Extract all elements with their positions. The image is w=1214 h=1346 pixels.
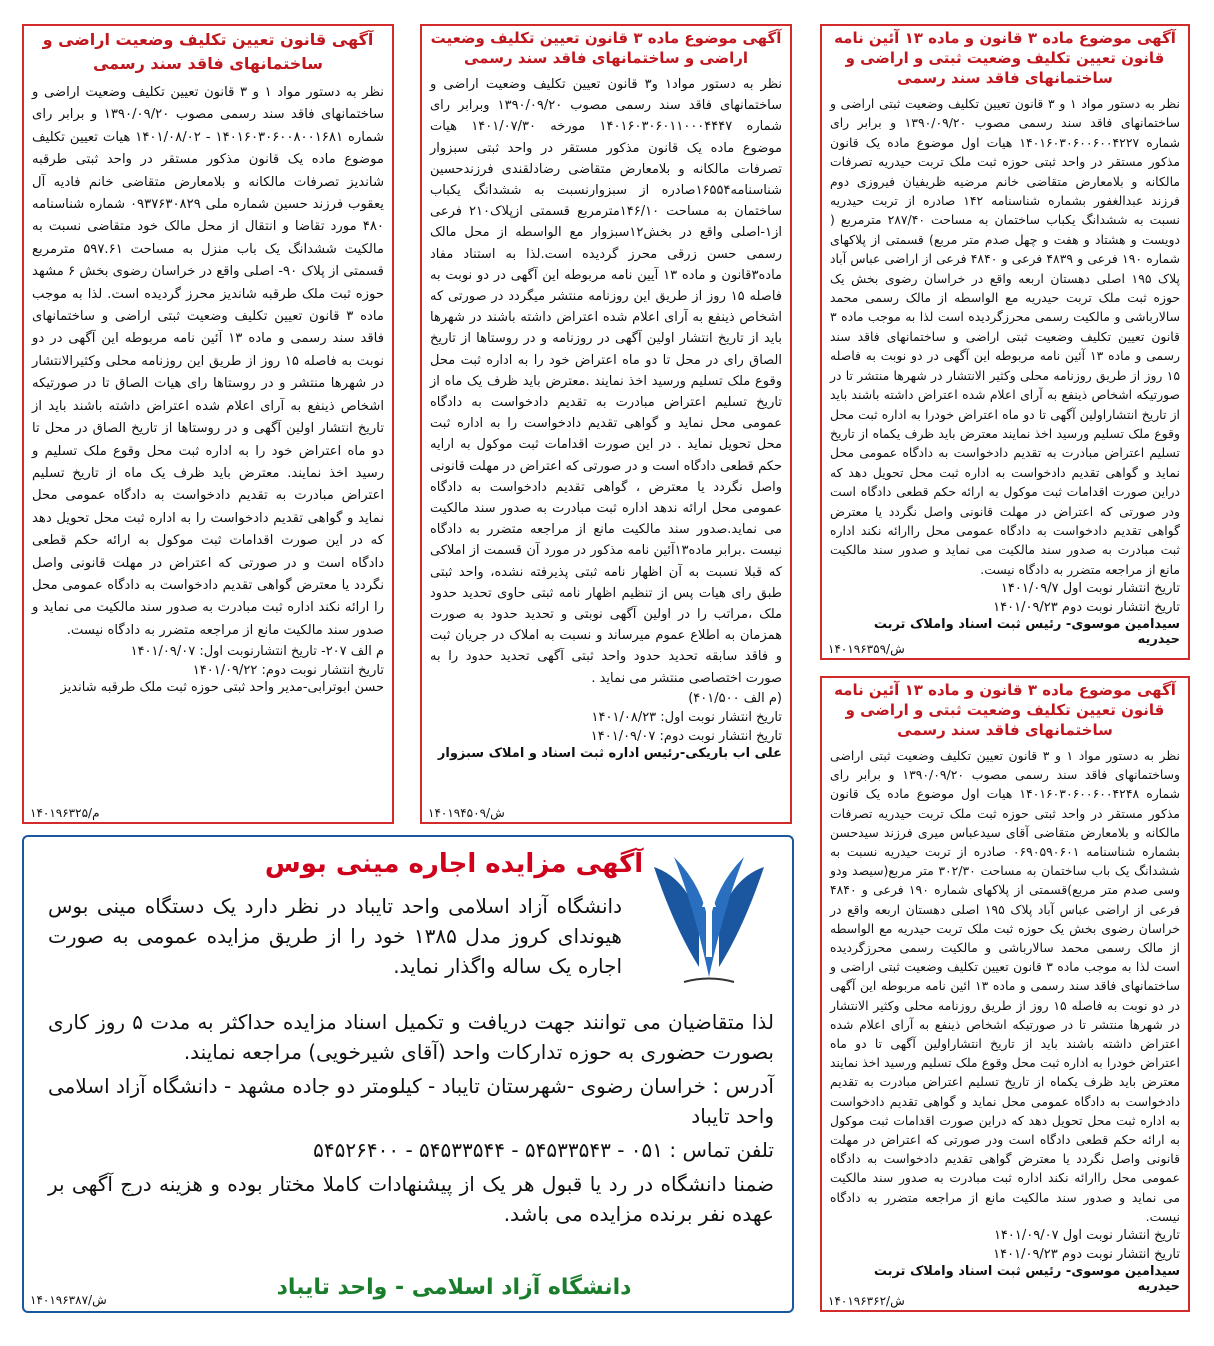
ad-address: آدرس : خراسان رضوی -شهرستان تایباد - کیلومتر دو جاده مشهد - دانشگاه آزاد اسلامی واحد تایباد <box>48 1074 774 1128</box>
signature: سیدامین موسوی- رئیس ثبت اسناد واملاک تربت حیدریه <box>873 617 1180 648</box>
notice-title: آگهی قانون تعیین تکلیف وضعیت اراضی و ساختمانهای فاقد سند رسمی <box>42 30 374 73</box>
notice-code: ۱۴۰۱۹۴۵۰۹/ش <box>428 806 505 820</box>
publish-date-2: تاریخ انتشار نوبت دوم: ۱۴۰۱/۰۹/۰۷ <box>590 728 782 744</box>
notice-title: آگهی موضوع ماده ۳ قانون تعیین تکلیف وضعیت اراضی و ساختمانهای فاقد سند رسمی <box>430 29 782 67</box>
signature: حسن ابوترابی-مدیر واحد ثبتی حوزه ثبت ملک طرقبه شاندیز <box>60 680 384 696</box>
publish-date-1: م الف ۲۰۷- تاریخ انتشارنوبت اول: ۱۴۰۱/۰۹/۰۷ <box>130 644 384 660</box>
notice-code: ۱۴۰۱۹۶۳۵۹/ش <box>828 642 905 656</box>
ad-paragraph-2: لذا متقاضیان می توانند جهت دریافت و تکمیل اسناد مزایده حداکثر به مدت ۵ روز کاری بصورت حضوری به حوزه تدارکات واحد (آقای شیرخویی) مراجعه نمایند. <box>48 1010 774 1064</box>
publish-date-1: تاریخ انتشار نوبت اول: ۱۴۰۱/۰۸/۲۳ <box>591 709 782 725</box>
ad-paragraph-1: دانشگاه آزاد اسلامی واحد تایباد در نظر دارد یک دستگاه مینی بوس هیوندای کروز مدل ۱۳۸۵ خود را از طریق مزایده عمومی به صورت اجاره یک ساله واگذار نماید. <box>48 894 622 978</box>
ad-phone: تلفن تماس : ۰۵۱ - ۵۴۵۳۳۵۴۳ - ۵۴۵۳۳۵۴۴ - ۵۴۵۲۶۴۰۰ <box>313 1138 774 1162</box>
notice-middle <box>420 24 792 824</box>
ad-paragraph-3: ضمنا دانشگاه در رد یا قبول هر یک از پیشنهادات کاملا مختار بوده و هزینه درج آگهی بر عهده نفر برنده مزایده می باشد. <box>48 1172 774 1226</box>
ad-title: آگهی مزایده اجاره مینی بوس <box>264 849 644 879</box>
publish-date-2: تاریخ انتشار نوبت دوم ۱۴۰۱/۰۹/۲۳ <box>993 1247 1180 1263</box>
ad-code: ۱۴۰۱۹۶۳۸۷/ش <box>30 1293 107 1307</box>
publish-date-2: تاریخ انتشار نوبت دوم ۱۴۰۱/۰۹/۲۳ <box>993 600 1180 616</box>
signature: علی اب باریکی-رئیس اداره ثبت اسناد و املاک سبزوار <box>437 745 782 761</box>
notice-title: آگهی موضوع ماده ۳ قانون و ماده ۱۳ آئین نامه قانون تعیین تکلیف وضعیت ثبتی و اراضی و ساختمانهای فاقد سند رسمی <box>834 681 1176 739</box>
notice-code: ۱۴۰۱۹۶۳۲۵/م <box>30 806 100 820</box>
notice-right-bottom <box>820 676 1190 1312</box>
notice-ref: (م الف ۴۰۱/۵۰۰) <box>688 690 782 706</box>
publish-date-1: تاریخ انتشار نوبت اول ۱۴۰۱/۰۹/۷ <box>1000 581 1180 597</box>
publish-date-2: تاریخ انتشار نوبت دوم: ۱۴۰۱/۰۹/۲۲ <box>192 663 384 679</box>
notice-body: نظر به دستور مواد ۱ و ۳ قانون تعیین تکلیف وضعیت ثبتی اراضی و ساختمانهای فاقد سند رسمی مصوب ۱۳۹۰/۰۹/۲۰ و برابر رای شماره ۱۴۰۱۶۰۳۰۶۰۰۶۰۰۴۲۲۷ هیات اول موضوع ماده یک قانون مذکور مستقر در واحد ثبتی حوزه ثبت ملک تربت حیدریه تصرفات مالکانه و بلامعارض متقاضی خانم مرضیه ظریفیان فیروزی دوم فرزند عبدالغفور بشماره شناسنامه ۱۴۲ صادره از تربت حیدریه نسبت به ششدانگ یکباب ساختمان به مساحت ۲۸۷/۴۰ مترمربع ( دویست و هشتاد و هفت و چهل صدم متر مربع) قسمتی از پلاکهای شماره ۱۹۰ فرعی و ۴۸۳۹ فرعی و ۴۸۴۰ فرعی از اراضی عباس آباد پلاک ۱۹۵ اصلی دهستان اربعه واقع در خراسان رضوی بخش یک حوزه ثبت ملک تربت حیدریه مع الواسطه از مالک رسمی محمد سالارباشی و مالکیت رسمی محرزگردیده است لذا به موجب ماده ۳ قانون تعیین تکلیف وضعیت ثبتی اراضی و ساختمانهای فاقد سند رسمی و ماده ۱۳ آئین نامه مربوطه این آگهی در دو نوبت به فاصله ۱۵ روز از طریق روزنامه محلی وکثیر الانتشار در شهرها منتشر تا در صورتیکه اشخاص ذینفع به آرای اعلام شده اعتراض داشته باشند باید از تاریخ انتشاراولین آگهی تا دو ماه اعتراض خودرا به اداره ثبت محل وقوع ملک تسلیم ورسید اخذ نمایند معترض باید ظرف یکماه از تاریخ تسلیم اعتراض مبادرت به تقدیم دادخواست به دادگاه عمومی محل نماید و گواهی تقدیم دادخواست به اداره ثبت محل تحویل دهد که دراین صورت اقدامات ثبت موکول به ارائه حکم قطعی دادگاه است ودر صورتی که اعتراض در مهلت قانونی واصل نگردد یا معترض گواهی تقدیم دادخواست به دادگاه عمومی محل راارائه نکند اداره ثبت مبادرت به صدور سند مالکیت می نماید و صدور سند مالکیت مانع از مراجعه متضرر به دادگاه نیست. <box>830 96 1181 577</box>
ad-body-lower <box>48 1007 774 1229</box>
notice-right-top <box>820 24 1190 660</box>
auction-ad <box>22 835 794 1313</box>
university-logo-icon <box>644 847 774 997</box>
notice-body: نظر به دستور مواد ۱ و ۳ قانون تعیین تکلیف وضعیت ثبتی اراضی وساختمانهای فاقد سند رسمی مصوب ۱۳۹۰/۰۹/۲۰ و برابر رای شماره ۱۴۰۱۶۰۳۰۶۰۰۶۰۰۴۲۴۸ هیات اول موضوع ماده یک قانون مذکور مستقر در واحد ثبتی حوزه ثبت ملک تربت حیدریه تصرفات مالکانه و بلامعارض متقاضی آقای سیدعباس میری فرزند سیدحسن بشماره شناسنامه ۰۶۹۰۵۹۰۶۰۱ صادره از تربت حیدریه نسبت به ششدانگ یک باب ساختمان به مساحت ۳۰۲/۳۰ متر مربع(سیصد ودو وسی صدم متر مربع)قسمتی از پلاکهای شماره ۱۹۰ فرعی و ۴۸۴۰ فرعی از اراضی عباس آباد پلاک ۱۹۵ اصلی دهستان اربعه واقع در خراسان رضوی بخش یک حوزه ثبت ملک تربت حیدریه مع الواسطه از مالک رسمی محمد سالارباشی و مالکیت رسمی محرزگردیده است لذا به موجب ماده ۳ قانون تعیین تکلیف وضعیت ثبتی اراضی و ساختمانهای فاقد سند رسمی و ماده ۱۳ ائین نامه مربوطه این آگهی در دو نوبت به فاصله ۱۵ روز از طریق روزنامه محلی وکثیر الانتشار در شهرها منتشر تا در صورتیکه اشخاص ذینفع به آرای اعلام شده اعتراض داشته باشند باید از تاریخ انتشاراولین آگهی تا دو ماه اعتراض خودرا به اداره ثبت محل وقوع ملک تسلیم ورسید اخذ نمایند معترض باید ظرف یکماه از تاریخ تسلیم اعتراض مبادرت به تقدیم دادخواست به دادگاه عمومی محل نماید و گواهی تقدیم دادخواست به اداره ثبت محل تحویل دهد که دراین صورت اقدامات ثبت موکول به ارائه حکم قطعی دادگاه است ودر صورتی که اعتراض در مهلت قانونی واصل نگردد یا معترض گواهی تقدیم دادخواست به دادگاه عمومی محل راارائه نکند اداره ثبت مبادرت به صدور سند مالکیت می نماید و صدور سند مالکیت مانع از مراجعه متضرر به دادگاه نیست. <box>830 748 1181 1224</box>
notice-body: نظر به دستور مواد۱ و۳ قانون تعیین تکلیف وضعیت اراضی و ساختمانهای فاقد سند رسمی مصوب ۱۳۹۰/۰۹/۲۰ وبرابر رای شماره ۱۴۰۱۶۰۳۰۶۰۱۱۰۰۰۴۴۴۷ مورخه ۱۴۰۱/۰۷/۳۰ هیات موضوع ماده یک قانون مذکور مستقر در واحد ثبتی سبزوار تصرفات مالکانه و بلامعارض متقاضی رضادلقندی فرزندحسین شناسنامه۱۶۵۵۴صادره از سبزوارنسبت به ششدانگ یکباب ساختمان به مساحت ۱۴۶/۱۰مترمربع قسمتی ازپلاک۲۱۰ فرعی از۱-اصلی واقع در بخش۱۲سبزوار مع الواسطه از محل مالک رسمی حسن زرقی محرز گردیده است.لذا به استناد مفاد ماده۳قانون و ماده ۱۳ آیین نامه مربوطه این آگهی در دو نوبت به فاصله ۱۵ روز از طریق این روزنامه منتشر میگردد در صورتی که اشخاص ذینفع به آرای اعلام شده اعتراض داشته باشند در شهرها باید از تاریخ انتشار اولین آگهی در روزنامه و در روستاها از تاریخ الصاق رای در محل تا دو ماه اعتراض خود را به اداره ثبت محل وقوع ملک تسلیم ورسید اخذ نمایند .معترض باید ظرف یک ماه از تاریخ تسلیم اعتراض مبادرت به تقدیم دادخواست به دادگاه عمومی محل نماید و گواهی تقدیم دادخواست را به اداره ثبت محل تحویل نماید . در این صورت اقدامات ثبت موکول به ارایه حکم قطعی دادگاه است و در صورتی که اعتراض در مهلت قانونی واصل نگردد یا معترض ، گواهی تقدیم دادخواست به دادگاه عمومی محل ارائه ندهد اداره ثبت مبادرت به صدور سند مالکیت می نماید.صدور سند مالکیت مانع از مراجعه متضرر به دادگاه نیست .برابر ماده۱۳آئین نامه مذکور در مورد آن قسمت از املاکی که قبلا نسبت به آن اظهار نامه ثبتی پذیرفته نشده، واحد ثبتی طبق رای هیات پس از تنظیم اظهار نامه ثبتی حاوی تحدید حدود ملک ،مراتب را در اولین آگهی نوبتی و تحدید حدود به صورت همزمان به اطلاع عموم میرساند و نسبت به املاک در جریان ثبت و فاقد سابقه تحدید حدود واحد ثبتی آگهی تحدید حدود را به صورت اختصاصی منتشر می نماید . <box>430 77 783 686</box>
publish-date-1: تاریخ انتشار نوبت اول ۱۴۰۱/۰۹/۰۷ <box>993 1228 1180 1244</box>
ad-body <box>48 891 622 981</box>
notice-code: ۱۴۰۱۹۶۳۶۲/ش <box>828 1294 905 1308</box>
notice-body: نظر به دستور مواد ۱ و ۳ قانون تعیین تکلیف وضعیت اراضی و ساختمانهای فاقد سند رسمی مصوب ۱۳۹۰/۰۹/۲۰ و برابر رای شماره ۱۴۰۱۶۰۳۰۶۰۰۸۰۰۱۶۸۱ - ۱۴۰۱/۰۸/۰۲ هیات تعیین تکلیف موضوع ماده یک قانون مذکور مستقر در واحد ثبتی طرقبه شاندیز تصرفات مالکانه و بلامعارض متقاضی خانم فادیه آل یعقوب فرزند حسین شماره ملی ۰۹۳۷۶۳۰۸۲۹ شماره شناسنامه ۴۸۰ مورد تقاضا و انتقال از محل مالک خود متقاضی نسبت به مالکیت ششدانگ یک باب منزل به مساحت ۵۹۷.۶۱ مترمربع قسمتی از پلاک ۹۰- اصلی واقع در خراسان رضوی بخش ۶ مشهد حوزه ثبت ملک طرقبه شاندیز محرز گردیده است. لذا به موجب ماده ۳ قانون تعیین تکلیف وضعیت ثبتی اراضی و ساختمانهای فاقد سند رسمی و ماده ۱۳ آئین نامه مربوطه این آگهی در دو نوبت به فاصله ۱۵ روز از طریق این روزنامه محلی وکثیرالانتشار در شهرها منتشر و در روستاها رای هیات الصاق تا در صورتیکه اشخاص ذینفع به آرای اعلام شده اعتراض داشته باشند باید از تاریخ انتشار اولین آگهی و در روستاها از تاریخ الصاق در محل تا دو ماه اعتراض خود را به اداره ثبت محل وقوع ملک تسلیم و رسید اخذ نمایند. معترض باید ظرف یک ماه از تاریخ تسلیم اعتراض مبادرت به تقدیم دادخواست به دادگاه عمومی محل نماید و گواهی تقدیم دادخواست را به اداره ثبت محل تحویل دهد که در این صورت اقدامات ثبت موکول به ارائه حکم قطعی دادگاه است و در صورتی که اعتراض در مهلت قانونی واصل نگردد یا معترض گواهی تقدیم دادخواست به دادگاه عمومی محل را ارائه نکند اداره ثبت مبادرت به صدور سند مالکیت می نماید و صدور سند مالکیت مانع از مراجعه متضرر به دادگاه نیست. <box>32 85 385 638</box>
notice-title: آگهی موضوع ماده ۳ قانون و ماده ۱۳ آئین نامه قانون تعیین تکلیف وضعیت ثبتی و اراضی و ساختمانهای فاقد سند رسمی <box>834 29 1176 87</box>
ad-footer: دانشگاه آزاد اسلامی - واحد تایباد <box>276 1275 632 1300</box>
notice-left <box>22 24 394 824</box>
signature: سیدامین موسوی- رئیس ثبت اسناد واملاک تربت حیدریه <box>873 1264 1180 1295</box>
